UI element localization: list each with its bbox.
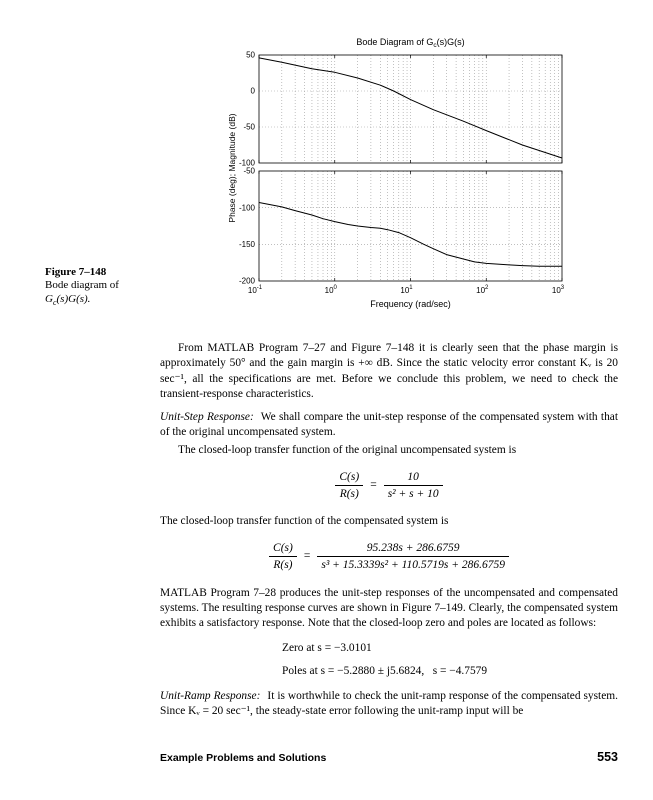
unit-ramp-heading: Unit-Ramp Response: xyxy=(160,689,261,702)
zero-poles-block xyxy=(282,641,618,680)
fraction-denominator: s² + s + 10 xyxy=(387,488,439,501)
paragraph-overview: From MATLAB Program 7–27 and Figure 7–148 it is clearly seen that the phase margin is approximately 50° and the gain margin is +∞ dB. Since the static velocity error constant Kᵥ is 20 sec⁻¹, all the specifications are met. Before we conclude this problem, we need to check the transient-response characteristics. xyxy=(160,342,618,401)
svg-text:-150: -150 xyxy=(238,239,255,249)
svg-text:102: $10^2$ xyxy=(476,285,489,295)
math-rest: (s)G(s). xyxy=(56,292,91,305)
fraction-denominator: R(s) xyxy=(339,488,359,501)
svg-text:103: $10^3$ xyxy=(551,285,565,295)
fraction-lhs xyxy=(335,470,363,502)
fraction-numerator: C(s) xyxy=(335,470,363,486)
svg-text:10-1: $10^{-1}$ xyxy=(247,285,263,295)
paragraph-unit-ramp xyxy=(160,689,618,720)
fraction-numerator: 95.238s + 286.6759 xyxy=(317,541,509,557)
fraction-rhs xyxy=(384,470,443,502)
equals-sign: = xyxy=(303,549,311,562)
svg-text:-50: -50 xyxy=(243,166,255,176)
svg-text:-100: -100 xyxy=(238,158,255,168)
equation-uncompensated xyxy=(160,470,618,502)
svg-text:0: 0 xyxy=(250,86,255,96)
fraction-denominator: s³ + 15.3339s² + 110.5719s + 286.6759 xyxy=(321,559,505,572)
svg-text:-50: -50 xyxy=(243,122,255,132)
page-footer xyxy=(160,750,618,764)
math-symbol: G xyxy=(45,292,53,305)
footer-section-title: Example Problems and Solutions xyxy=(160,752,327,764)
paragraph-compensated-intro: The closed-loop transfer function of the compensated system is xyxy=(160,515,449,528)
zero-line: Zero at s = −3.0101 xyxy=(282,641,372,654)
unit-ramp-text: It is worthwhile to check the unit-ramp response of the compensated system. Since Kᵥ = 20 sec⁻¹, the steady-state error following the unit-ramp input will be xyxy=(160,689,618,717)
svg-text:Frequency (rad/sec): Frequency (rad/sec) xyxy=(370,299,451,309)
bode-diagram-chart xyxy=(225,30,575,322)
figure-caption xyxy=(45,266,175,308)
fraction-rhs xyxy=(317,541,509,573)
svg-text:101: $10^1$ xyxy=(400,285,413,295)
body-text xyxy=(160,341,618,722)
svg-text:-200: -200 xyxy=(238,276,255,286)
figure-caption-math xyxy=(45,293,175,308)
poles-line: Poles at s = −5.2880 ± j5.6824, s = −4.7579 xyxy=(282,665,488,678)
equals-sign: = xyxy=(370,478,377,491)
fraction-numerator: 10 xyxy=(384,470,443,486)
fraction-denominator: R(s) xyxy=(273,559,293,572)
page-number: 553 xyxy=(597,750,618,764)
paragraph-uncompensated-intro: The closed-loop transfer function of the original uncompensated system is xyxy=(178,444,517,457)
fraction-lhs xyxy=(269,541,297,573)
svg-text:100: $10^0$ xyxy=(324,285,337,295)
math-subscript: c xyxy=(52,298,57,307)
figure-caption-line: Bode diagram of xyxy=(45,279,119,292)
equation-compensated xyxy=(160,541,618,573)
figure-caption-title: Figure 7–148 xyxy=(45,266,107,278)
paragraph-unit-step xyxy=(160,410,618,441)
unit-step-heading: Unit-Step Response: xyxy=(160,410,254,423)
svg-text:Bode Diagram of Gc(s)G(s): Bode Diagram of $G_c(s)G(s)$ xyxy=(356,37,465,49)
paragraph-matlab-728: MATLAB Program 7–28 produces the unit-step responses of the uncompensated and compensated systems. The resulting response curves are shown in Figure 7–149. Clearly, the compensated system exhibits a satisfactory response. Note that the closed-loop zero and poles are located as follows: xyxy=(160,586,618,630)
unit-step-text: We shall compare the unit-step response of the compensated system with that of the original uncompensated system. xyxy=(160,410,618,438)
fraction-numerator: C(s) xyxy=(269,541,297,557)
svg-text:Phase (deg); Magnitude (dB): Phase (deg); Magnitude (dB) xyxy=(227,113,237,223)
svg-text:50: 50 xyxy=(246,50,255,60)
svg-text:-100: -100 xyxy=(238,203,255,213)
